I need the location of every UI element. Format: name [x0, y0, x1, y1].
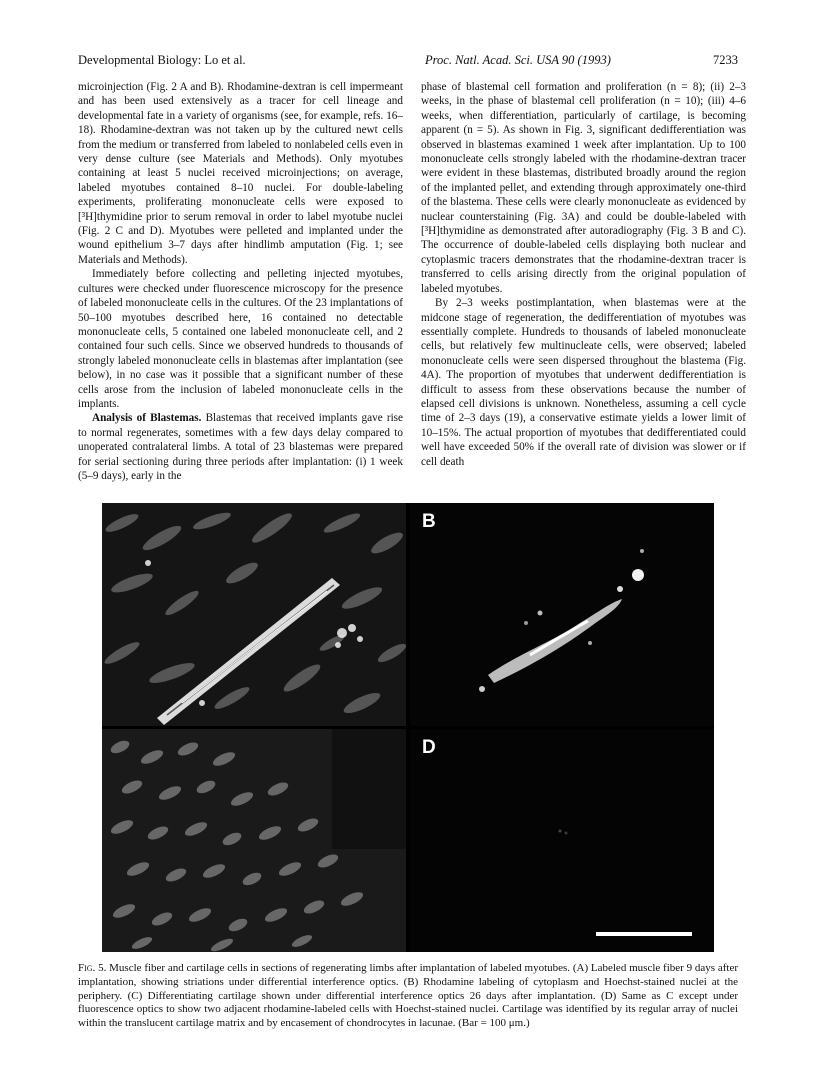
panel-b-micrograph: [410, 503, 714, 726]
paragraph: microinjection (Fig. 2 A and B). Rhodamine-dextran is cell impermeant and has been used extensively as a tracer for cell lineage and developmental fate in a variety of organisms (see, for example, refs. 16–18). Rhodamine-dextran was not taken up by the cultured newt cells from the medium or transferred from labeled to nonlabeled cells even in very dense culture (see Materials and Methods). Only myotubes containing at least 5 nuclei received microinjections; on average, labeled myotubes contained 8–10 nuclei. For double-labeling experiments, proliferating mononucleate cells were exposed to [³H]thymidine prior to serum removal in order to label myotube nuclei (Fig. 2 C and D). Myotubes were pelleted and implanted under the wound epithelium 3–7 days after hindlimb amputation (Fig. 1; see Materials and Methods).: [78, 81, 403, 266]
section-runin-heading: Analysis of Blastemas.: [92, 412, 202, 425]
figure-label: Fig. 5.: [78, 962, 107, 974]
scale-bar: [596, 932, 692, 936]
paragraph: By 2–3 weeks postimplantation, when blastemas were at the midcone stage of regeneration, the dedifferentiation of myotubes was essentially complete. Hundreds to thousands of labeled mononucleate cells, but relatively few multinucleate cells, were observed; labeled mononucleate cells were seen dispersed throughout the blastema (Fig. 4A). The proportion of myotubes that underwent dedifferentiation is difficult to assess from these observations because the number of elapsed cell divisions is unknown. Nonetheless, assuming a cell cycle time of 2–3 days (19), a conservative estimate yields a lower limit of 10–15%. The actual proportion of myotubes that dedifferentiated could well have exceeded 50% if the overall rate of division was slower or if cell death: [421, 297, 746, 468]
page-number: 7233: [713, 53, 738, 67]
panel-d-micrograph: [410, 729, 714, 952]
running-header: [78, 53, 738, 71]
journal-title: Proc. Natl. Acad. Sci. USA 90 (1993): [425, 53, 611, 67]
figure-5: [102, 503, 714, 952]
figure-caption: [78, 962, 738, 1031]
paragraph-text: Blastemas that received implants gave rise to normal regenerates, sometimes with a few days delay compared to unoperated contralateral limbs. A total of 23 blastemas were prepared for serial sectioning during three periods after implantation: (i) 1 week (5–9 days), early in the: [78, 412, 403, 482]
paragraph: Immediately before collecting and pelleting injected myotubes, cultures were checked under fluorescence microscopy for the presence of labeled mononucleate cells in the cultures. Of the 23 implantations of 50–100 myotubes described here, 16 contained no detectable mononucleate cells, 5 contained one labeled mononucleate cell, and 2 contained four such cells. Since we observed hundreds to thousands of strongly labeled mononucleate cells in blastemas after implantation (see below), in no case was it possible that a significant number of these cells arose from the inclusion of labeled mononucleate cells in the implants.: [78, 268, 403, 410]
panel-c-micrograph: [102, 729, 406, 952]
paragraph: phase of blastemal cell formation and proliferation (n = 8); (ii) 2–3 weeks, in the phase of blastemal cell proliferation (n = 10); (iii) 4–6 weeks, when differentiation, particularly of cartilage, is becoming apparent (n = 5). As shown in Fig. 3, significant dedifferentiation was observed in blastemas examined 1 week after implantation. Up to 100 mononucleate cells strongly labeled with the rhodamine-dextran tracer were evident in these blastemas, distributed broadly around the region of the implanted pellet, and extending through approximately one-third of the blastema. These cells were clearly mononucleate as evidenced by nuclear counterstaining (Fig. 3A) and could be double-labeled with [³H]thymidine as demonstrated after autoradiography (Fig. 3 B and C). The occurrence of double-labeled cells displaying both nuclear and cytoplasmic tracers demonstrates that the rhodamine-dextran tracer is transferred to cells arising directly from the original population of labeled myotubes.: [421, 81, 746, 295]
panel-a-micrograph: [102, 503, 406, 726]
paragraph: [78, 411, 403, 483]
right-column: [421, 80, 746, 469]
left-column: [78, 80, 403, 483]
panel-label-d: D: [422, 737, 436, 758]
panel-label-b: B: [422, 511, 436, 532]
caption-text: Muscle fiber and cartilage cells in sections of regenerating limbs after implantation of labeled myotubes. (A) Labeled muscle fiber 9 days after implantation, showing striations under differential interference optics. (B) Rhodamine labeling of cytoplasm and Hoechst-stained nuclei at the periphery. (C) Differentiating cartilage shown under differential interference optics 26 days after implantation. (D) Same as C except under fluorescence optics to show two adjacent rhodamine-labeled cells with Hoechst-stained nuclei. Cartilage was identified by its regular array of nuclei within the translucent cartilage matrix and by encasement of chondrocytes in lacunae. (Bar = 100 μm.): [78, 962, 739, 1030]
journal-section: Developmental Biology: Lo et al.: [78, 53, 246, 67]
